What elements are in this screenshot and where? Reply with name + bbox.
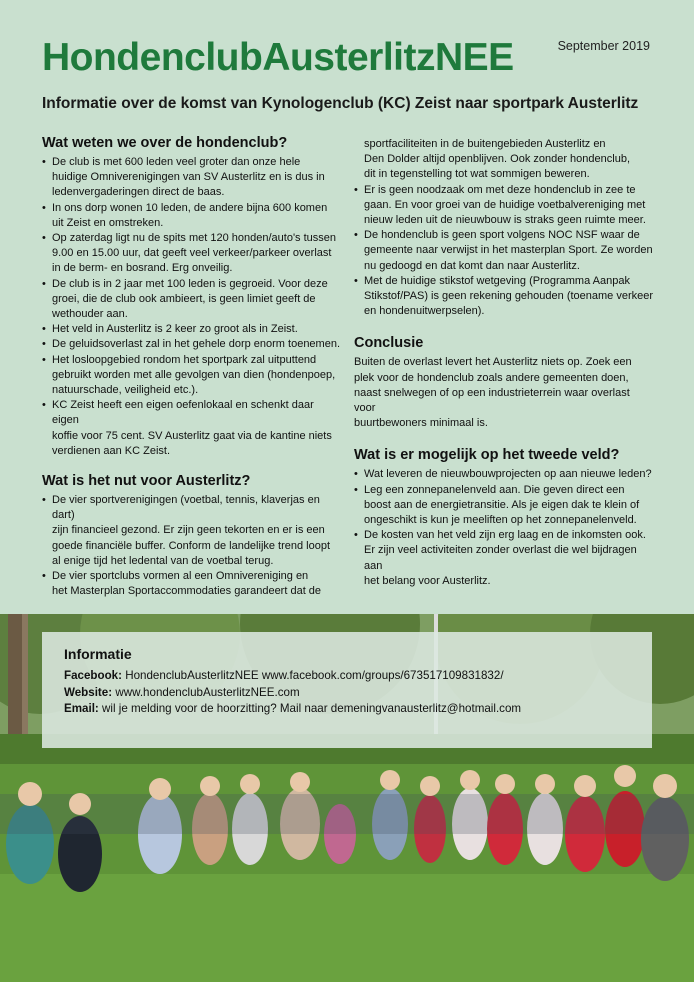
email-text[interactable]: wil je melding voor de hoorzitting? Mail naar demeningvanausterlitz@hotmail.com [102,702,522,715]
list-item: • Leg een zonnepanelenveld aan. Die geven direct een [354,483,654,498]
list-item: het belang voor Austerlitz. [364,574,491,587]
info-heading: Informatie [64,646,132,662]
list-item: gaan. En voor groei van de huidige voetbalvereniging met [364,198,646,211]
list-item: het Masterplan Sportaccommodaties garandeert dat de [52,585,322,598]
info-box [42,632,652,748]
section-heading-tweede-veld: Wat is er mogelijk op het tweede veld? [354,447,620,464]
list-item: • De vier sportclubs vormen al een Omnivereniging en [42,569,342,584]
list-item: ledenvergaderingen direct de baas. [52,186,225,199]
list-item: Er zijn veel activiteiten zonder overlast die wel bijdragen aan [364,544,637,572]
list-item: • Wat leveren de nieuwbouwprojecten op aan nieuwe leden? [354,467,654,482]
list-item: 9.00 en 15.00 uur, dat geeft veel verkeer/parkeer overlast [52,247,332,260]
website-link[interactable]: www.hondenclubAusterlitzNEE.com [115,685,300,699]
section-heading-nut: Wat is het nut voor Austerlitz? [42,473,251,490]
conclusie-line: buurtbewoners minimaal is. [354,417,488,430]
list-item: Den Dolder altijd openblijven. Ook zonder hondenclub, [364,153,631,166]
nut-list [42,493,342,599]
continued-list [354,137,654,319]
list-item: nu gedoogd en dat komt dan naar Austerlitz. [364,259,580,272]
facebook-line [64,668,630,685]
list-item: • In ons dorp wonen 10 leden, de andere bijna 600 komen [42,201,342,216]
list-item: • Er is geen noodzaak om met deze hondenclub in zee te [354,183,654,198]
list-item: verdienen aan KC Zeist. [52,444,171,457]
list-item: zijn financieel gezond. Er zijn geen tekorten en er is een [52,524,325,537]
publication-date: September 2019 [557,39,650,53]
group-photo [0,614,694,982]
list-item: dit in tegenstelling tot wat sommigen beweren. [364,168,590,181]
email-label: Email: [64,702,99,715]
list-item: • De hondenclub is geen sport volgens NOC NSF waar de [354,228,654,243]
list-item: al enige tijd het ledental van de voetbal terug. [52,554,274,567]
left-column [42,135,342,599]
list-item: • KC Zeist heeft een eigen oefenlokaal en schenkt daar eigen [42,398,342,428]
facebook-label: Facebook: [64,669,122,682]
list-item: wethouder aan. [52,308,128,321]
list-item: sportfaciliteiten in de buitengebieden Austerlitz en [364,138,606,150]
page-title: HondenclubAusterlitzNEE [42,36,514,79]
list-item: Stikstof/PAS) is geen rekening gehouden (toename verkeer [364,290,654,303]
list-item: koffie voor 75 cent. SV Austerlitz gaat via de kantine niets [52,429,332,442]
facebook-link[interactable]: HondenclubAusterlitzNEE www.facebook.com/groups/673517109831832/ [125,669,504,682]
list-item: • De club is in 2 jaar met 100 leden is gegroeid. Voor deze [42,277,342,292]
list-item: huidige Omniverenigingen van SV Austerlitz en is dus in [52,171,325,184]
right-column [354,137,654,589]
list-item: gebruikt worden met alle gevolgen van dien (hondenpoep, [52,368,336,381]
list-item: • Op zaterdag ligt nu de spits met 120 honden/auto's tussen [42,231,342,246]
website-label: Website: [64,685,113,699]
list-item: • Het veld in Austerlitz is 2 keer zo groot als in Zeist. [42,322,342,337]
conclusie-line: plek voor de hondenclub zoals andere gemeenten doen, [354,371,629,384]
list-item: goede financiële buffer. Conform de landelijke trend loopt [52,539,331,552]
page-subtitle: Informatie over de komst van Kynologenclub (KC) Zeist naar sportpark Austerlitz [42,95,639,112]
list-item: in de berm- en bosrand. Erg onveilig. [52,262,233,275]
list-item: natuurschade, veiligheid etc.). [52,384,199,397]
email-line [64,701,630,718]
conclusie-line: Buiten de overlast levert het Austerlitz niets op. Zoek een [354,356,632,369]
list-item: • De geluidsoverlast zal in het gehele dorp enorm toenemen. [42,337,342,352]
conclusie-line: naast snelwegen of op een industrieterrein waar overlast voor [354,386,630,415]
list-item: groei, die de club ook ambieert, is geen limiet geeft de [52,292,316,305]
list-item: • De kosten van het veld zijn erg laag en de inkomsten ook. [354,528,654,543]
list-item: • De club is met 600 leden veel groter dan onze hele [42,155,342,170]
website-line [64,685,630,702]
list-item: boost aan de energietransitie. Als je eigen dak te klein of [364,498,640,511]
list-item: uit Zeist en omstreken. [52,216,164,229]
list-item: • Het losloopgebied rondom het sportpark zal uitputtend [42,353,342,368]
list-item: • De vier sportverenigingen (voetbal, tennis, klaverjas en dart) [42,493,342,523]
list-item: • Met de huidige stikstof wetgeving (Programma Aanpak [354,274,654,289]
section-heading-club: Wat weten we over de hondenclub? [42,135,288,151]
list-item: en hondenuitwerpselen). [364,305,485,318]
conclusie-text [354,355,654,431]
section-heading-conclusie: Conclusie [354,335,424,352]
list-item: nieuw leden uit de nieuwbouw is straks geen ruimte meer. [364,214,646,227]
list-item: ongeschikt is kun je meeliften op het zonnepanelenveld. [364,514,637,527]
list-item: gemeente naar verwijst in het masterplan Sport. Ze worden [364,244,653,257]
club-facts-list [42,155,342,459]
tweede-veld-list [354,467,654,589]
